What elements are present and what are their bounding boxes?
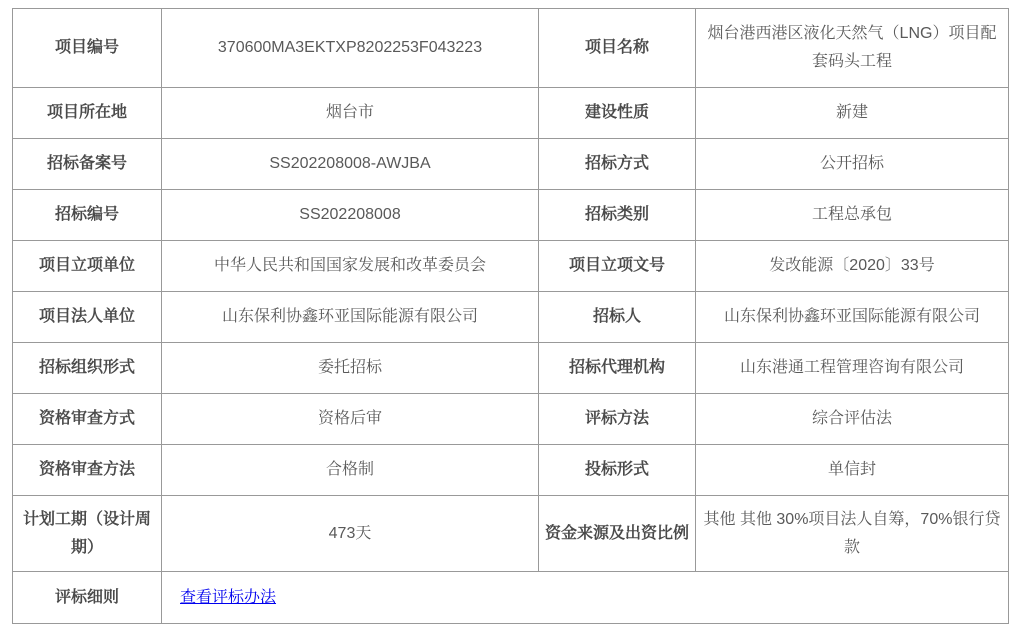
value-approval-unit: 中华人民共和国国家发展和改革委员会 [162,241,539,292]
value-bid-record-number: SS202208008-AWJBA [162,139,539,190]
label-legal-entity: 项目法人单位 [13,292,162,343]
table-row [13,190,1009,241]
label-project-name: 项目名称 [539,9,696,88]
table-row [13,445,1009,496]
table-row [13,572,1009,624]
value-qualification-review-approach: 合格制 [162,445,539,496]
value-bid-number: SS202208008 [162,190,539,241]
label-bidding-method: 招标方式 [539,139,696,190]
label-tenderer: 招标人 [539,292,696,343]
table-row [13,292,1009,343]
value-bidding-category: 工程总承包 [696,190,1009,241]
table-row [13,9,1009,88]
value-bidding-agency: 山东港通工程管理咨询有限公司 [696,343,1009,394]
value-project-name: 烟台港西港区液化天然气（LNG）项目配套码头工程 [696,9,1009,88]
project-info-table [12,8,1009,624]
label-organization-form: 招标组织形式 [13,343,162,394]
label-project-location: 项目所在地 [13,88,162,139]
value-legal-entity: 山东保利协鑫环亚国际能源有限公司 [162,292,539,343]
label-evaluation-method: 评标方法 [539,394,696,445]
label-planned-duration: 计划工期（设计周期） [13,496,162,572]
table-row [13,343,1009,394]
table-row [13,394,1009,445]
label-bidding-agency: 招标代理机构 [539,343,696,394]
label-bid-form: 投标形式 [539,445,696,496]
label-fund-source: 资金来源及出资比例 [539,496,696,572]
value-qualification-review-mode: 资格后审 [162,394,539,445]
table-row [13,139,1009,190]
label-approval-unit: 项目立项单位 [13,241,162,292]
evaluation-rules-cell [162,572,1009,624]
label-project-number: 项目编号 [13,9,162,88]
value-approval-doc-number: 发改能源〔2020〕33号 [696,241,1009,292]
value-planned-duration: 473天 [162,496,539,572]
value-bid-form: 单信封 [696,445,1009,496]
view-evaluation-method-link[interactable]: 查看评标办法 [180,588,277,606]
value-project-number: 370600MA3EKTXP8202253F043223 [162,9,539,88]
label-qualification-review-approach: 资格审查方法 [13,445,162,496]
table-row [13,496,1009,572]
table-row [13,241,1009,292]
table-row [13,88,1009,139]
label-bidding-category: 招标类别 [539,190,696,241]
label-construction-nature: 建设性质 [539,88,696,139]
value-bidding-method: 公开招标 [696,139,1009,190]
value-construction-nature: 新建 [696,88,1009,139]
value-evaluation-method: 综合评估法 [696,394,1009,445]
label-evaluation-rules: 评标细则 [13,572,162,624]
value-organization-form: 委托招标 [162,343,539,394]
label-bid-number: 招标编号 [13,190,162,241]
label-bid-record-number: 招标备案号 [13,139,162,190]
value-tenderer: 山东保利协鑫环亚国际能源有限公司 [696,292,1009,343]
value-project-location: 烟台市 [162,88,539,139]
label-qualification-review-mode: 资格审查方式 [13,394,162,445]
label-approval-doc-number: 项目立项文号 [539,241,696,292]
value-fund-source: 其他 其他 30%项目法人自筹，70%银行贷款 [696,496,1009,572]
